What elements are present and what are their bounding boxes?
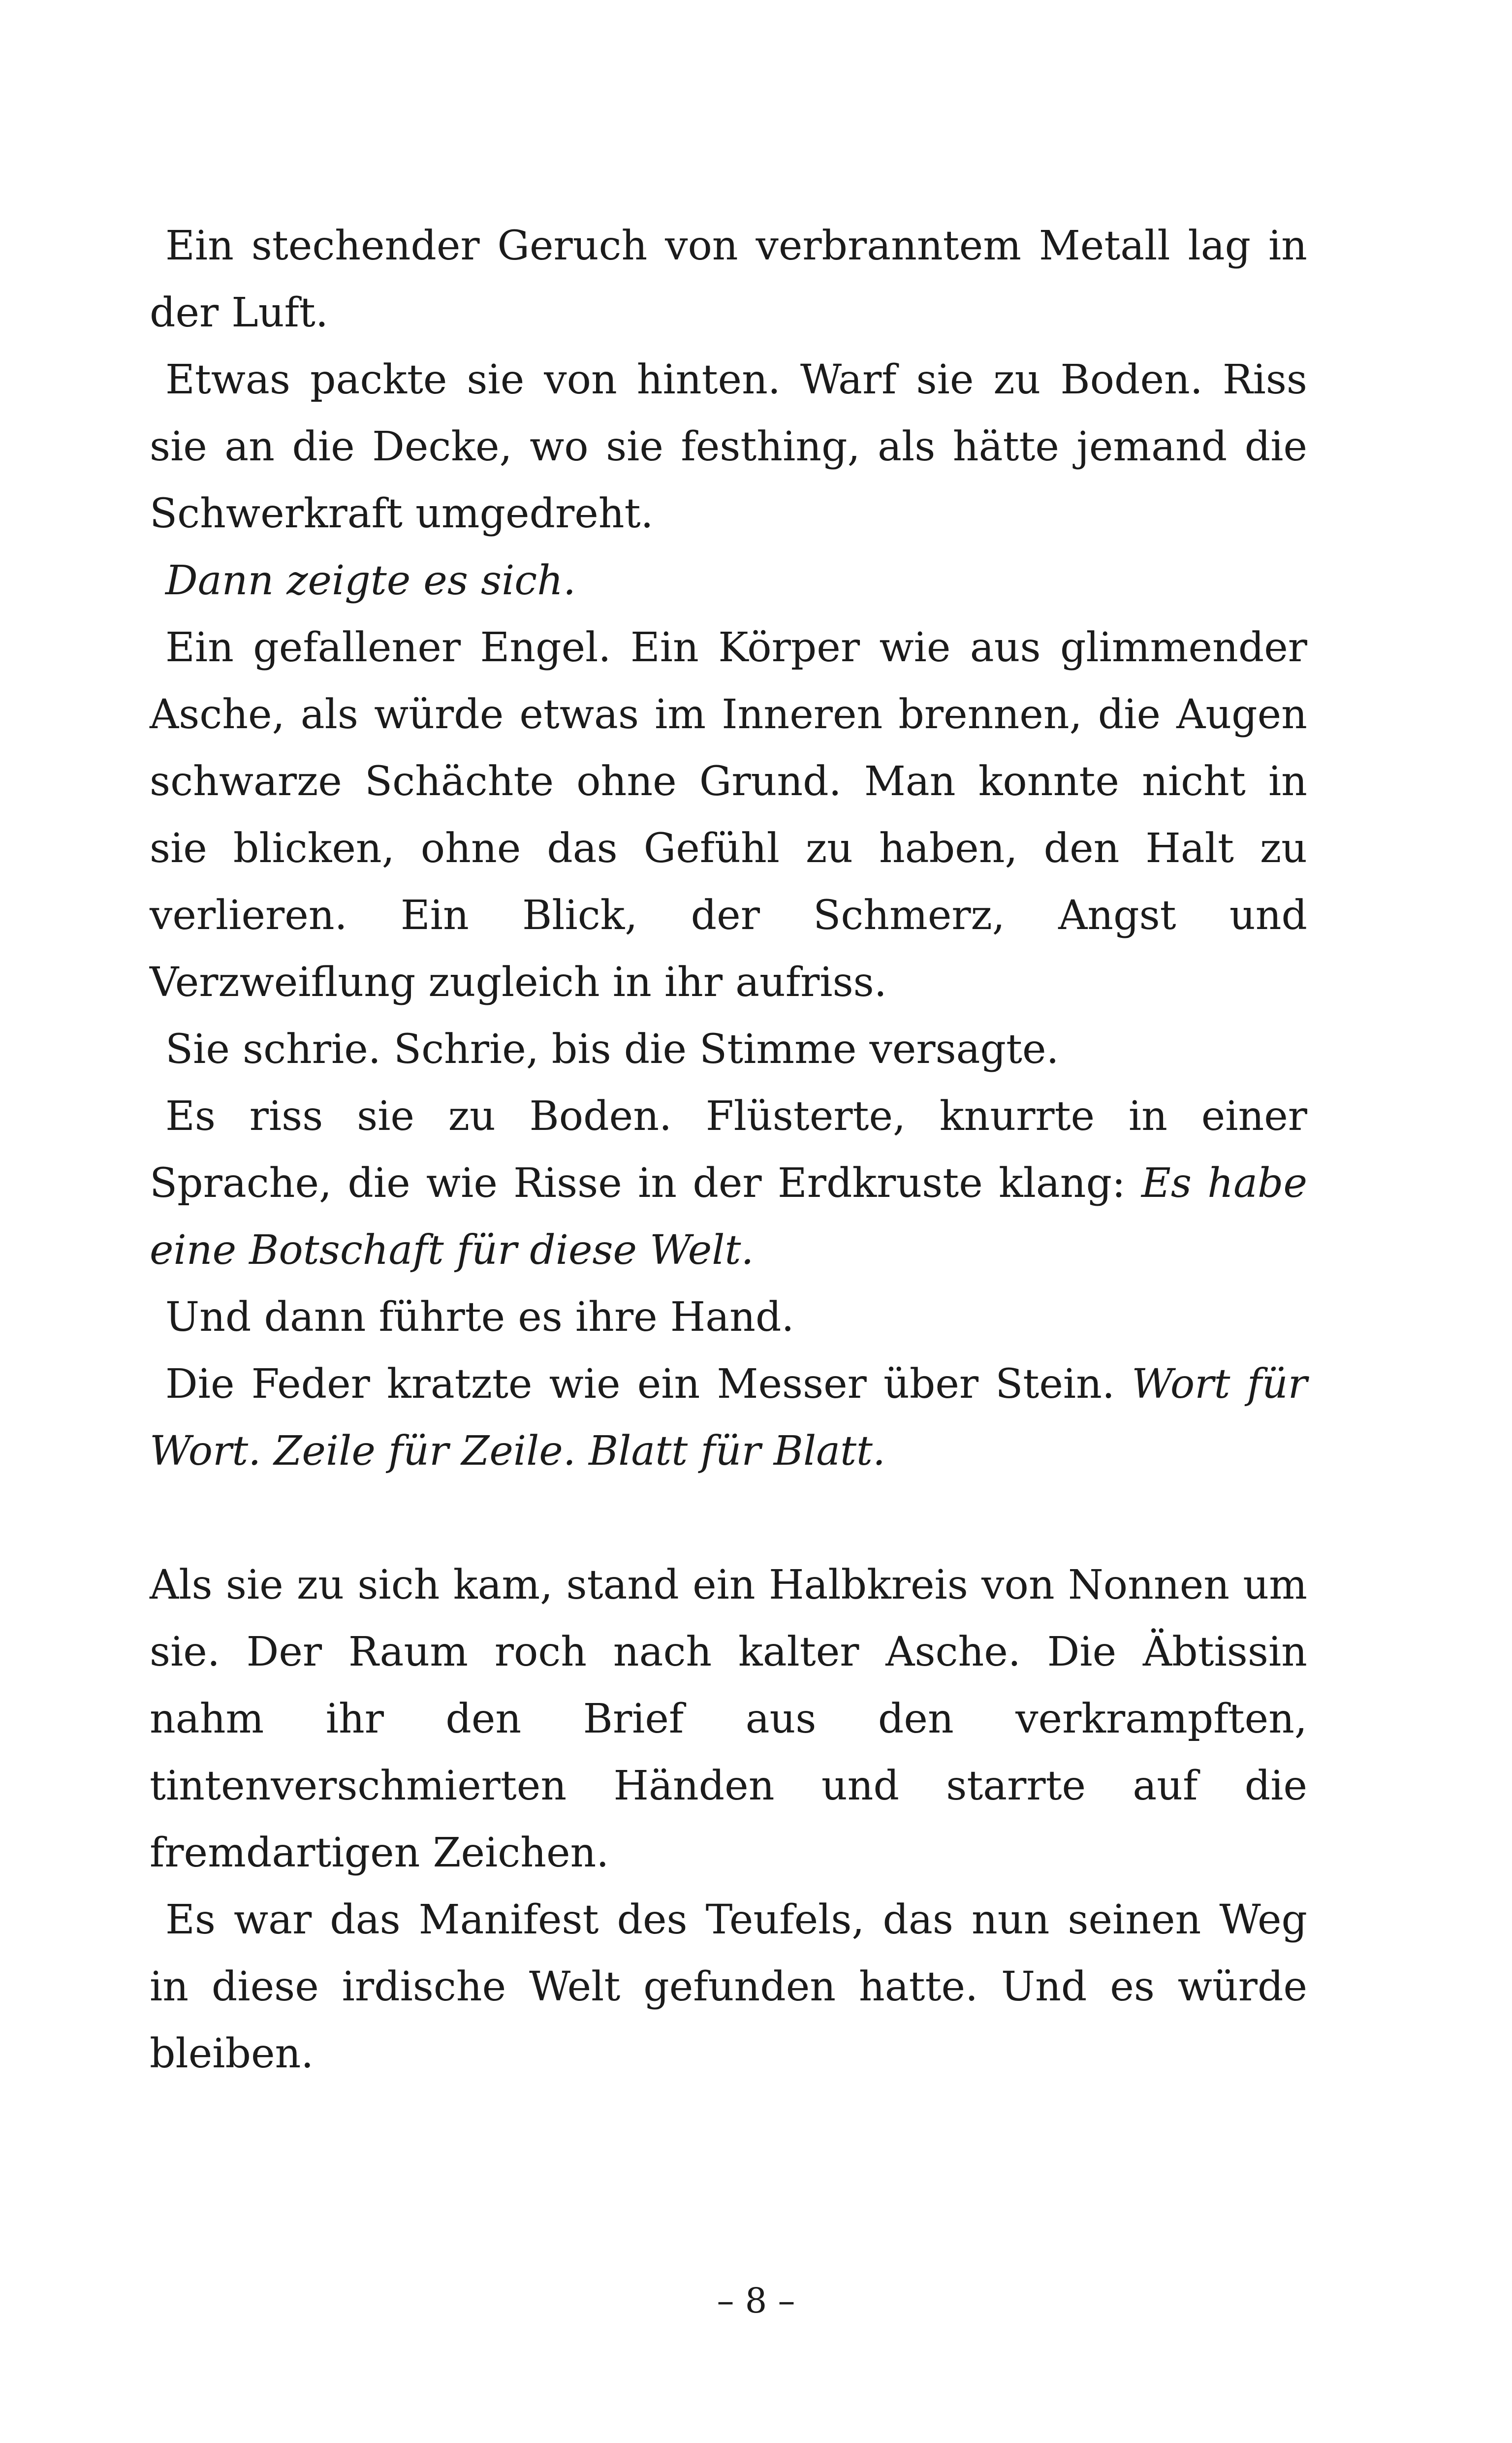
paragraph [150,347,1307,547]
text-run: Ein gefallener Engel. Ein Körper wie aus glimmender Asche, als würde etwas im Inneren brennen, die Augen schwarze Schächte ohne Grund. Man konnte nicht in sie blicken, ohne das Gefühl zu haben, den Halt zu verlieren. Ein Blick, der Schmerz, Angst und Verzweiflung zugleich in ihr aufriss. [150,624,1307,1006]
italic-text: Es habe eine Botschaft für diese Welt. [150,1160,1307,1274]
paragraph [150,213,1307,347]
paragraph [150,1016,1307,1083]
text-run: Als sie zu sich kam, stand ein Halbkreis von Nonnen um sie. Der Raum roch nach kalter Asche. Die Äbtissin nahm ihr den Brief aus den verkrampften, tintenverschmierten Händen und starrte auf die fremdartigen Zeichen. [150,1562,1307,1876]
text-run: Die Feder kratzte wie ein Messer über Stein. [165,1361,1132,1408]
text-run: Es war das Manifest des Teufels, das nun seinen Weg in diese irdische Welt gefunden hatte. Und es würde bleiben. [150,1897,1307,2077]
paragraph [150,547,1307,614]
paragraph [150,1552,1307,1887]
text-run: Etwas packte sie von hinten. Warf sie zu Boden. Riss sie an die Decke, wo sie festhing, als hätte jemand die Schwerkraft umgedreht. [150,356,1307,537]
italic-text: Dann zeigte es sich. [165,557,576,604]
italic-text: Wort für Wort. Zeile für Zeile. Blatt für Blatt. [150,1361,1307,1475]
body-text [150,213,1307,2088]
page-number: – 8 – [717,2281,795,2321]
paragraph [150,1083,1307,1284]
text-run: Ein stechender Geruch von verbranntem Metall lag in der Luft. [150,223,1307,336]
paragraph [150,1887,1307,2088]
paragraph [150,1284,1307,1351]
paragraph [150,614,1307,1016]
text-run: Sie schrie. Schrie, bis die Stimme versagte. [165,1026,1059,1073]
text-run: Es riss sie zu Boden. Flüsterte, knurrte in einer Sprache, die wie Risse in der Erdkruste klang: [150,1093,1307,1207]
text-run: Und dann führte es ihre Hand. [165,1294,794,1341]
paragraph [150,1351,1307,1485]
